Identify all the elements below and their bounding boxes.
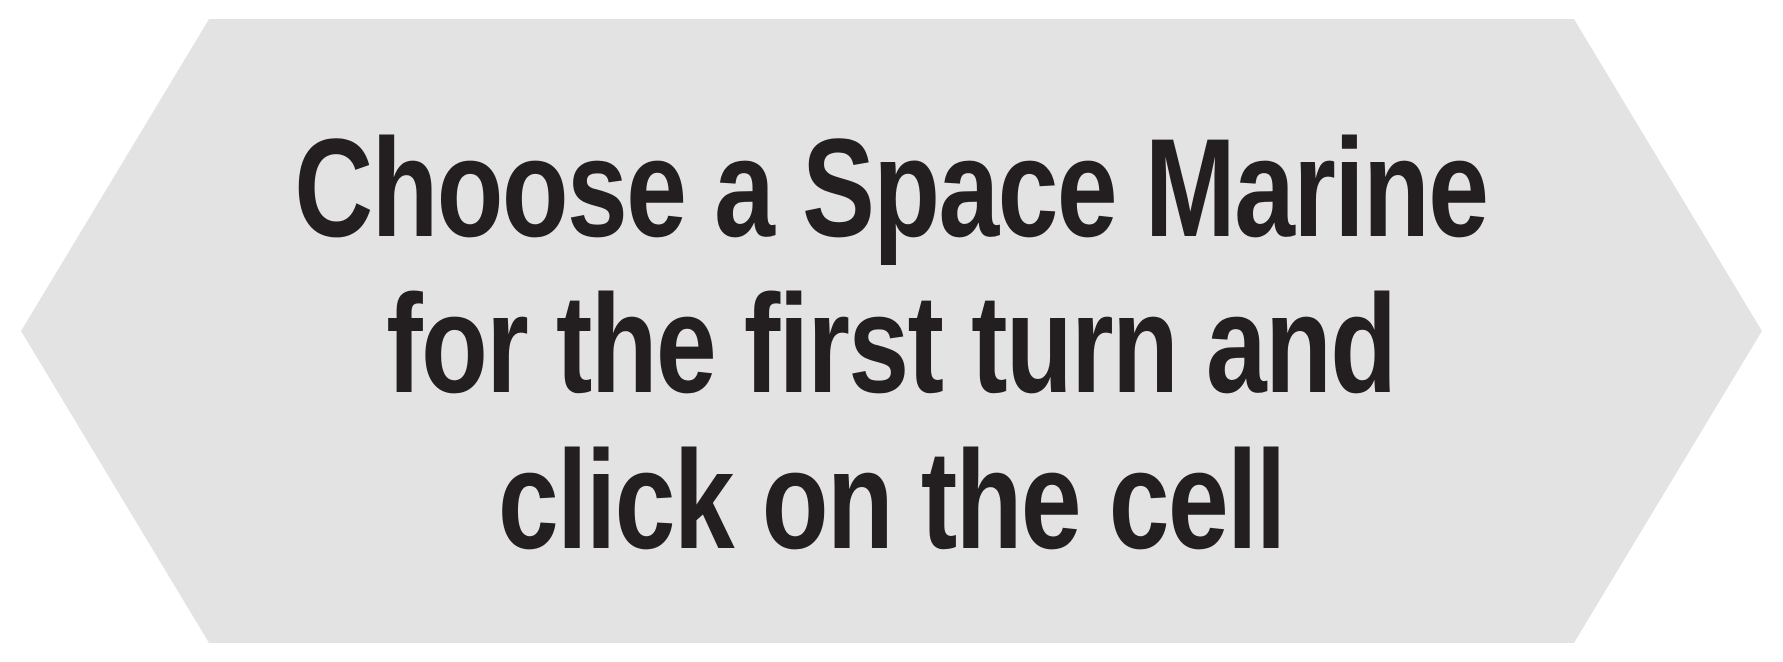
- instruction-line-2: for the first turn and: [386, 265, 1396, 422]
- instruction-line-1: Choose a Space Marine: [294, 109, 1488, 266]
- instruction-text: [210, 110, 1572, 580]
- instruction-line-3: click on the cell: [497, 421, 1285, 578]
